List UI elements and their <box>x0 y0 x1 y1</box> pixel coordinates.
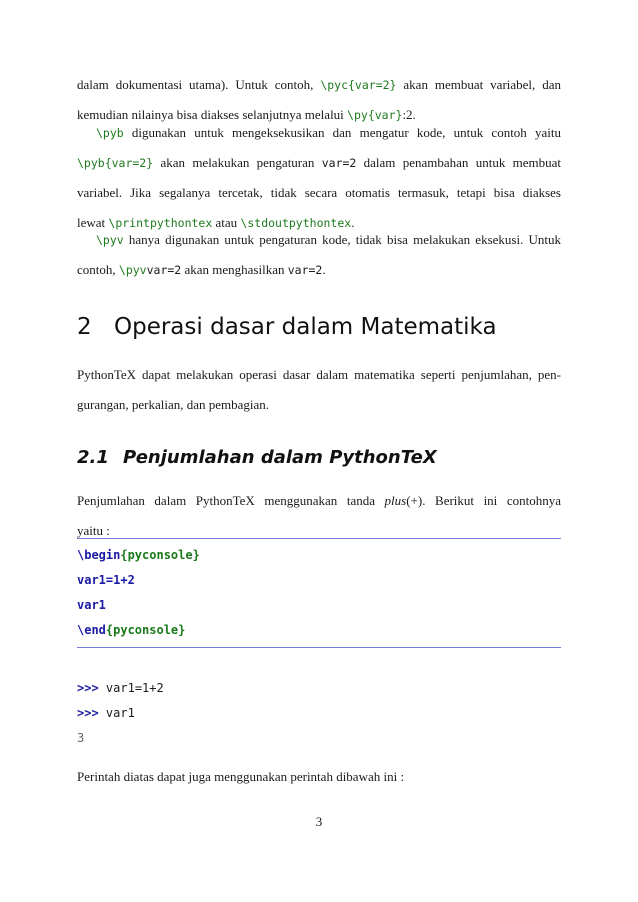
subsection-heading <box>77 447 437 468</box>
paragraph-closing <box>77 762 561 792</box>
page-number: 3 <box>315 814 323 829</box>
listing-line: var1=1+2 <box>77 573 135 587</box>
text-line: variabel. Jika segalanya tercetak, tidak secara otomatis termasuk, tetapi bisa diakses <box>77 185 561 200</box>
listing-bottom-rule <box>77 647 561 648</box>
text-line: gurangan, perkalian, dan pembagian. <box>77 397 270 412</box>
inline-code: \py{var} <box>347 108 403 122</box>
inline-code: var=2 <box>321 156 357 170</box>
console-line: >>> var1=1+2 <box>77 681 164 695</box>
inline-code: \pyv <box>118 263 147 277</box>
paragraph-intro <box>77 360 561 420</box>
inline-code: \pyb{var=2} <box>77 156 154 170</box>
text-line: Perintah diatas dapat juga menggunakan perintah dibawah ini : <box>77 769 405 784</box>
text-line: contoh, \pyvvar=2 akan menghasilkan var=2. <box>77 262 326 277</box>
subsection-number: 2.1 <box>77 447 109 468</box>
paragraph-penjumlahan <box>77 486 561 546</box>
listing-line: var1 <box>77 598 106 612</box>
text-line: kemudian nilainya bisa diakses selanjutnya melalui \py{var}:2. <box>77 107 416 122</box>
inline-code: \stdoutpythontex <box>240 216 352 230</box>
listing-top-rule <box>77 538 561 539</box>
subsection-title: Penjumlahan dalam PythonTeX <box>123 447 437 468</box>
console-prompt: >>> <box>77 681 99 695</box>
console-output: 3 <box>77 731 85 745</box>
inline-code: \pyc{var=2} <box>320 78 397 92</box>
emphasis: plus <box>384 493 407 508</box>
inline-code: \printpythontex <box>108 216 213 230</box>
section-heading <box>77 314 497 340</box>
text-line: Penjumlahan dalam PythonTeX menggunakan tanda plus(+). Berikut ini contohnya <box>77 493 562 508</box>
console-prompt: >>> <box>77 706 99 720</box>
section-number: 2 <box>77 314 92 340</box>
listing-line: \begin{pyconsole} <box>77 548 200 562</box>
paragraph-pyb <box>77 118 561 238</box>
paragraph-pyv <box>77 225 561 285</box>
inline-code: \pyv <box>96 233 124 247</box>
inline-code: var=2 <box>287 263 323 277</box>
text-line: dalam dokumentasi utama). Untuk contoh, \pyc{var=2} akan membuat variabel, dan <box>77 77 561 92</box>
listing-line: \end{pyconsole} <box>77 623 186 637</box>
text-line: \pyb{var=2} akan melakukan pengaturan var=2 dalam penambahan untuk membuat <box>77 155 561 170</box>
console-line: >>> var1 <box>77 706 135 720</box>
text-line: PythonTeX dapat melakukan operasi dasar dalam matematika seperti penjumlahan, pen- <box>77 367 561 382</box>
section-title: Operasi dasar dalam Matematika <box>114 314 497 340</box>
inline-code: \pyb <box>96 126 124 140</box>
text-line: yaitu : <box>77 523 110 538</box>
text-line: lewat \printpythontex atau \stdoutpythontex. <box>77 215 355 230</box>
text-line: \pyb digunakan untuk mengeksekusikan dan mengatur kode, untuk contoh yaitu <box>96 125 561 140</box>
inline-code: var=2 <box>146 263 182 277</box>
text-line: \pyv hanya digunakan untuk pengaturan kode, tidak bisa melakukan eksekusi. Untuk <box>96 232 561 247</box>
